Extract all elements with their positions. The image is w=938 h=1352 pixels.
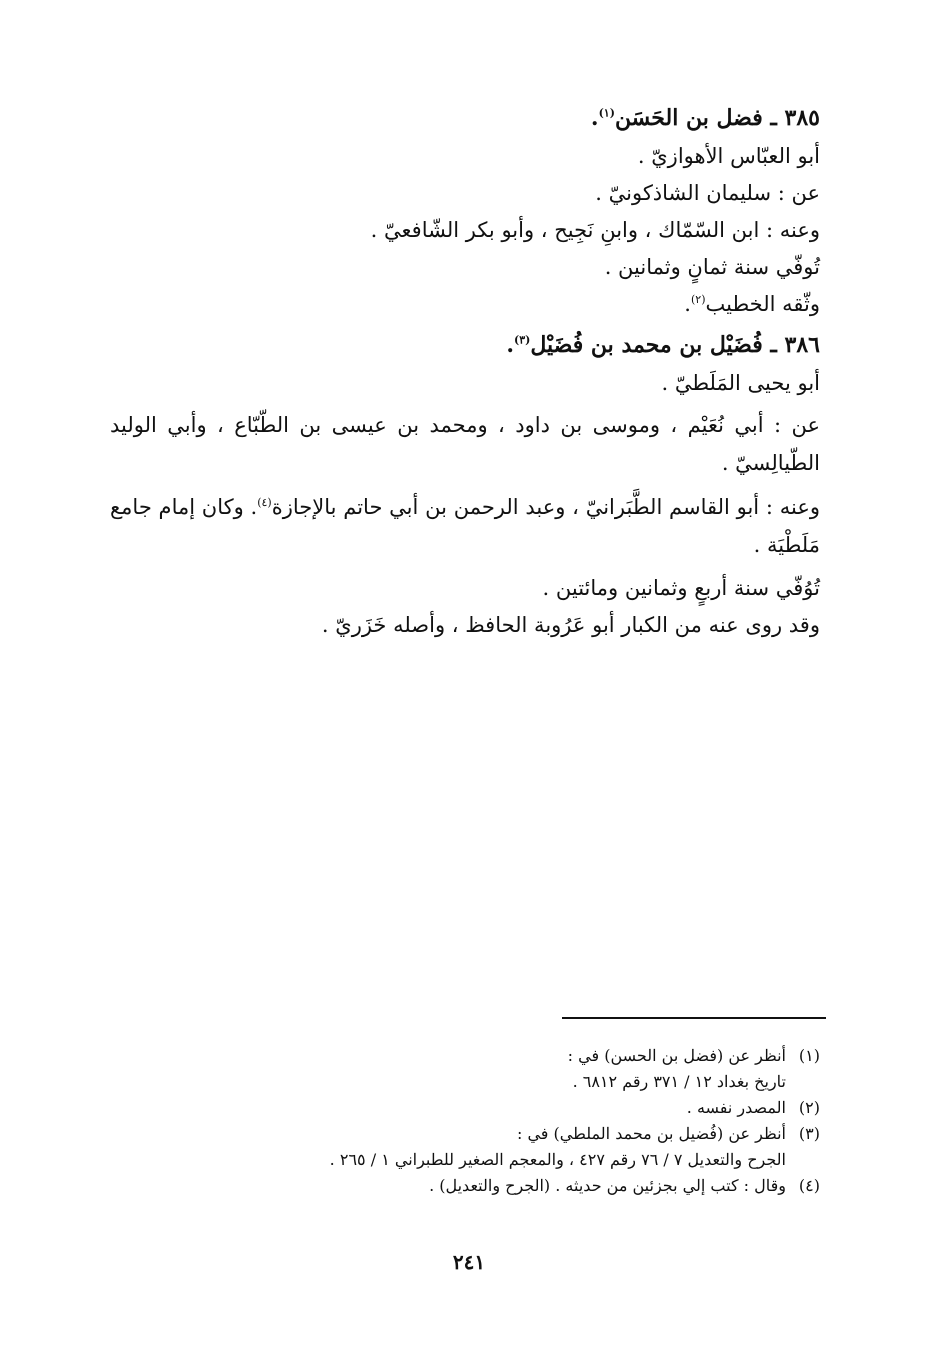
entry-line-text: وثّقه الخطيب [705, 292, 820, 316]
entry-heading [110, 325, 820, 365]
footnote-ref: (٤) [257, 496, 272, 509]
footnote [100, 1121, 820, 1173]
entry-line: وقد روى عنه من الكبار أبو عَرُوبة الحافظ ، وأصله خَزَريّ . [321, 613, 820, 637]
footnote-line: تاريخ بغداد ١٢ / ٣٧١ رقم ٦٨١٢ . [572, 1072, 786, 1091]
footnote [100, 1043, 820, 1095]
footnote [100, 1095, 820, 1121]
footnote-body [100, 1043, 786, 1095]
students-text: وعنه : أبو القاسم الطَّبَرانيّ ، وعبد الرحمن بن أبي حاتم بالإجازة [271, 495, 820, 519]
footnote-ref: (٣) [514, 333, 531, 347]
main-text [110, 98, 820, 646]
entry-title: ٣٨٥ ـ فضل بن الحَسَن [614, 105, 820, 131]
footnote-number: (٢) [798, 1098, 820, 1117]
entry-385 [110, 98, 820, 323]
students-paragraph [110, 488, 820, 564]
footnote-number: (٣) [798, 1124, 820, 1143]
entry-heading [110, 98, 820, 138]
entry-line: أبو يحيى المَلَطيّ . [661, 371, 820, 395]
footnotes [100, 1043, 820, 1199]
footnote-separator [562, 1017, 826, 1019]
entry-386 [110, 325, 820, 644]
entry-line [110, 286, 820, 323]
punctuation: . [684, 292, 691, 316]
footnote-body [100, 1121, 786, 1173]
punctuation: . [590, 105, 599, 131]
entry-line: أبو العبّاس الأهوازيّ . [637, 144, 820, 168]
footnote-line: الجرح والتعديل ٧ / ٧٦ رقم ٤٢٧ ، والمعجم الصغير للطبراني ١ / ٢٦٥ . [329, 1150, 786, 1169]
footnote-body [100, 1095, 786, 1121]
footnote-body [100, 1173, 786, 1199]
footnote-ref: (٢) [690, 293, 706, 306]
entry-line: تُوُفّي سنة أربعٍ وثمانين ومائتين . [542, 576, 820, 600]
footnote-ref: (١) [598, 106, 615, 120]
footnote-line: المصدر نفسه . [686, 1098, 786, 1117]
footnote [100, 1173, 820, 1199]
students-text-rest: . وكان إمام جامع مَلَطْيَة . [110, 495, 820, 557]
entry-line: عن : سليمان الشاذكونيّ . [595, 181, 820, 205]
entry-line: وعنه : ابن السّمّاك ، وابنِ نَجِيح ، وأبو بكر الشّافعيّ . [370, 218, 820, 242]
footnote-line: وقال : كتب إلي بجزئين من حديثه . (الجرح والتعديل) . [429, 1176, 786, 1195]
page-number: ٢٤١ [452, 1250, 486, 1274]
footnote-number: (١) [798, 1046, 820, 1065]
punctuation: . [506, 332, 514, 358]
teachers-paragraph: عن : أبي نُعَيْم ، وموسى بن داود ، ومحمد بن عيسى بن الطّبّاع ، وأبي الوليد الطّيالِسيّ . [110, 413, 820, 475]
entry-title: ٣٨٦ ـ فُضَيْل بن محمد بن فُضَيْل [530, 332, 820, 358]
footnote-line: أنظر عن (فضل بن الحسن) في : [567, 1046, 786, 1065]
footnote-number: (٤) [798, 1176, 820, 1195]
entry-line: تُوفّي سنة ثمانٍ وثمانين . [604, 255, 820, 279]
footnote-line: أنظر عن (فُضيل بن محمد الملطي) في : [516, 1124, 786, 1143]
